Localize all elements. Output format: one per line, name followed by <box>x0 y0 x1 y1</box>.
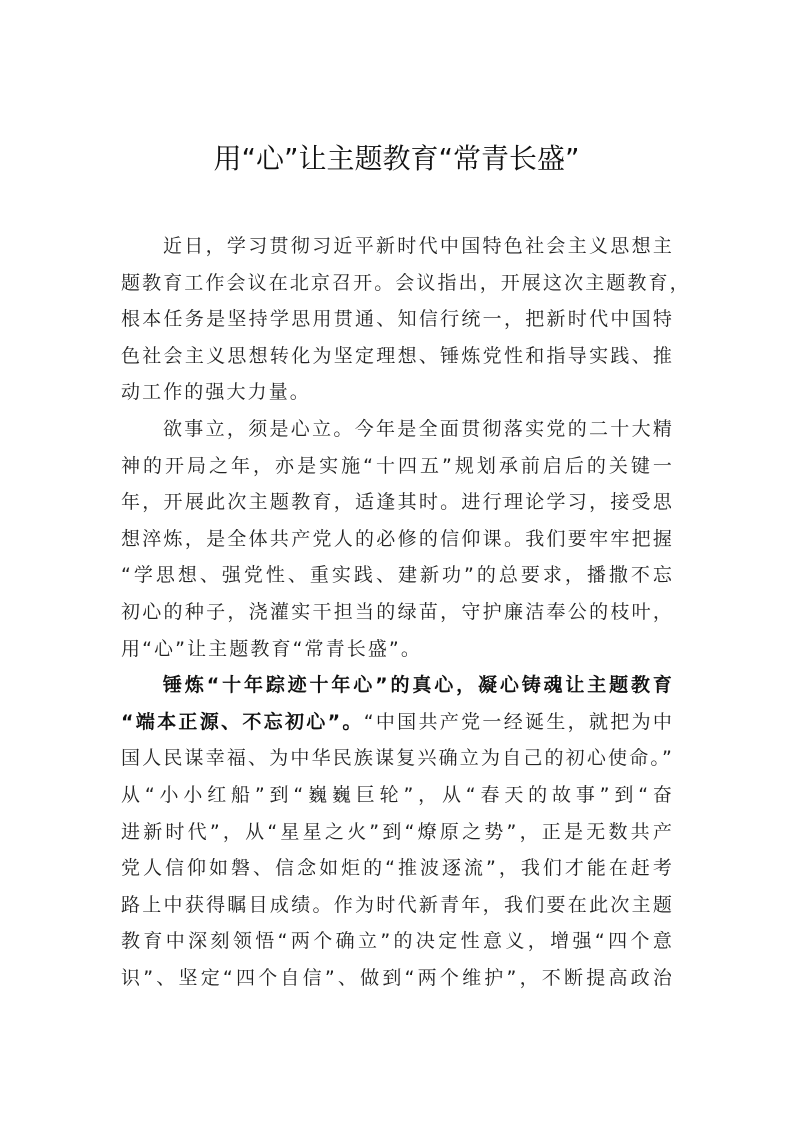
paragraph-line <box>121 704 674 741</box>
paragraph-line: 神的开局之年，亦是实施“十四五”规划承前启后的关键一 <box>121 454 674 477</box>
paragraph-line: 年，开展此次主题教育，适逢其时。进行理论学习，接受思 <box>121 491 674 514</box>
paragraph-line: 动工作的强大力量。 <box>121 381 311 404</box>
paragraph-line: 根本任务是坚持学思用贯通、知信行统一，把新时代中国特 <box>121 308 674 331</box>
document-body <box>121 228 691 996</box>
paragraph-2 <box>121 411 674 667</box>
section-heading-line: 锤炼“十年踪迹十年心”的真心，凝心铸魂让主题教育 <box>163 674 674 697</box>
paragraph-line: 识”、坚定“四个自信”、做到“两个维护”，不断提高政治 <box>121 966 674 989</box>
paragraph-3 <box>121 667 674 996</box>
paragraph-line: 路上中获得瞩目成绩。作为时代新青年，我们要在此次主题 <box>121 893 674 916</box>
paragraph-line: 想淬炼，是全体共产党人的必修的信仰课。我们要牢牢把握 <box>121 527 674 550</box>
paragraph-line: 题教育工作会议在北京召开。会议指出，开展这次主题教育， <box>121 271 691 294</box>
paragraph-line: 进新时代”，从“星星之火”到“燎原之势”，正是无数共产 <box>121 820 674 843</box>
paragraph-line: 用“心”让主题教育“常青长盛”。 <box>121 637 422 660</box>
section-heading-tail: “端本正源、不忘初心”。 <box>121 710 364 733</box>
paragraph-line: “学思想、强党性、重实践、建新功”的总要求，播撒不忘 <box>121 564 674 587</box>
paragraph-line: 初心的种子，浇灌实干担当的绿苗，守护廉洁奉公的枝叶， <box>121 600 674 623</box>
paragraph-line: 国人民谋幸福、为中华民族谋复兴确立为自己的初心使命。” <box>121 747 674 770</box>
paragraph-line: 教育中深刻领悟“两个确立”的决定性意义，增强“四个意 <box>121 930 674 953</box>
paragraph-1 <box>121 228 691 411</box>
paragraph-line: 党人信仰如磐、信念如炬的“推波逐流”，我们才能在赶考 <box>121 857 674 880</box>
paragraph-line: 欲事立，须是心立。今年是全面贯彻落实党的二十大精 <box>163 417 674 440</box>
paragraph-line: 色社会主义思想转化为坚定理想、锤炼党性和指导实践、推 <box>121 344 674 367</box>
document-title: 用“心”让主题教育“常青长盛” <box>213 142 580 175</box>
paragraph-line: 从“小小红船”到“巍巍巨轮”，从“春天的故事”到“奋 <box>121 783 674 806</box>
paragraph-line: 近日，学习贯彻习近平新时代中国特色社会主义思想主 <box>163 235 674 257</box>
quote-start: “中国共产党一经诞生，就把为中 <box>363 710 674 733</box>
